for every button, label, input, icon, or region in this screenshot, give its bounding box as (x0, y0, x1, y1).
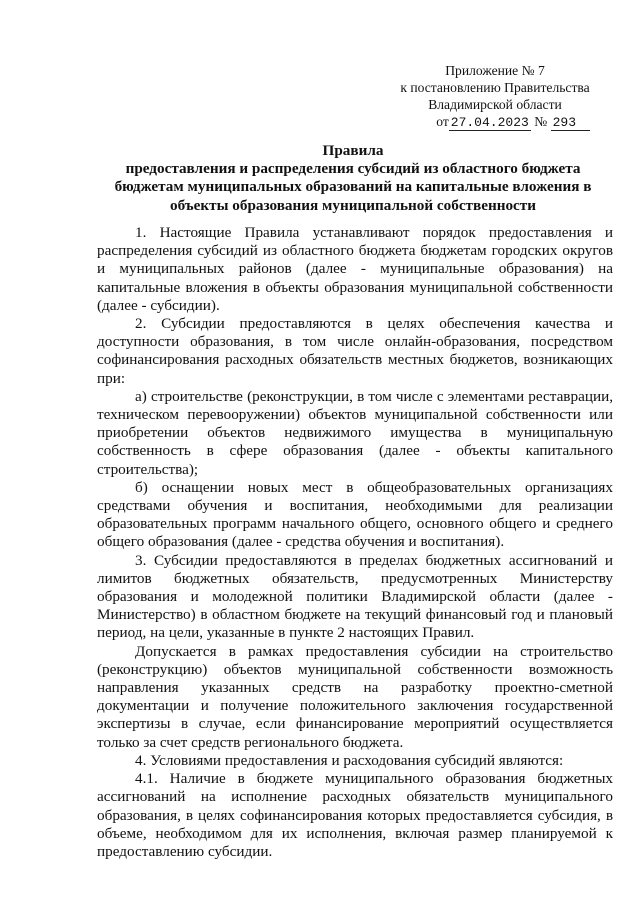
paragraph-3: 3. Субсидии предоставляются в пределах бюджетных ассигнований и лимитов бюджетных обязательств, предусмотренных Министерству образования и молодежной политики Владимирской области (далее - Министерство) в областном бюджете на текущий финансовый год и плановый период, на цели, указанные в пункте 2 настоящих Правил. (97, 551, 613, 642)
number-prefix: № (534, 114, 548, 129)
paragraph-4: 4. Условиями предоставления и расходования субсидий являются: (135, 751, 564, 769)
title-line-2: бюджетам муниципальных образований на капитальные вложения в (114, 178, 592, 196)
paragraph-2a: а) строительстве (реконструкции, в том числе с элементами реставрации, техническом перевооружении) объектов муниципальной собственности или приобретении объектов недвижимого имущества в муниципальную собственность в сфере образования (далее - объекты капитального строительства); (97, 387, 613, 478)
paragraph-3-note: Допускается в рамках предоставления субсидии на строительство (реконструкцию) объектов муниципальной собственности возможность направления указанных средств на разработку проектно-сметной документации и получение положительного заключения государственной экспертизы в случае, если финансирование мероприятий осуществляется только за счет средств регионального бюджета. (97, 642, 613, 751)
title-main: Правила (322, 142, 384, 159)
appendix-date-line (380, 113, 610, 131)
paragraph-4-1: 4.1. Наличие в бюджете муниципального образования бюджетных ассигнований на исполнение расходных обязательств муниципального образования, в целях софинансирования которых предоставляется субсидия, в объеме, необходимом для их исполнения, включая размер планируемой к предоставлению субсидии. (97, 770, 613, 860)
paragraph-2b: б) оснащении новых мест в общеобразовательных организациях средствами обучения и воспитания, необходимыми для реализации образовательных программ начального общего, основного общего и среднего общего образования (далее - средства обучения и воспитания). (97, 478, 613, 551)
paragraph-1: 1. Настоящие Правила устанавливают порядок предоставления и распределения субсидий из областного бюджета бюджетам городских округов и муниципальных районов (далее - муниципальные образования) на капитальные вложения в объекты образования муниципальной собственности (далее - субсидии). (97, 224, 613, 314)
appendix-region: Владимирской области (428, 97, 562, 112)
resolution-date: 27.04.2023 (450, 115, 529, 130)
document-title (96, 142, 610, 215)
resolution-number: 293 (551, 115, 590, 131)
date-prefix: от (436, 114, 449, 129)
appendix-resolution-ref: к постановлению Правительства (400, 80, 590, 95)
paragraph-2: 2. Субсидии предоставляются в целях обеспечения качества и доступности образования, в том числе онлайн-образования, посредством софинансирования расходных обязательств местных бюджетов, возникающих при: (97, 315, 613, 387)
title-line-1: предоставления и распределения субсидий из областного бюджета (125, 160, 581, 178)
title-line-3: объекты образования муниципальной собственности (169, 196, 537, 214)
document-body (97, 224, 613, 861)
appendix-number: Приложение № 7 (445, 63, 545, 78)
appendix-header (380, 62, 610, 131)
